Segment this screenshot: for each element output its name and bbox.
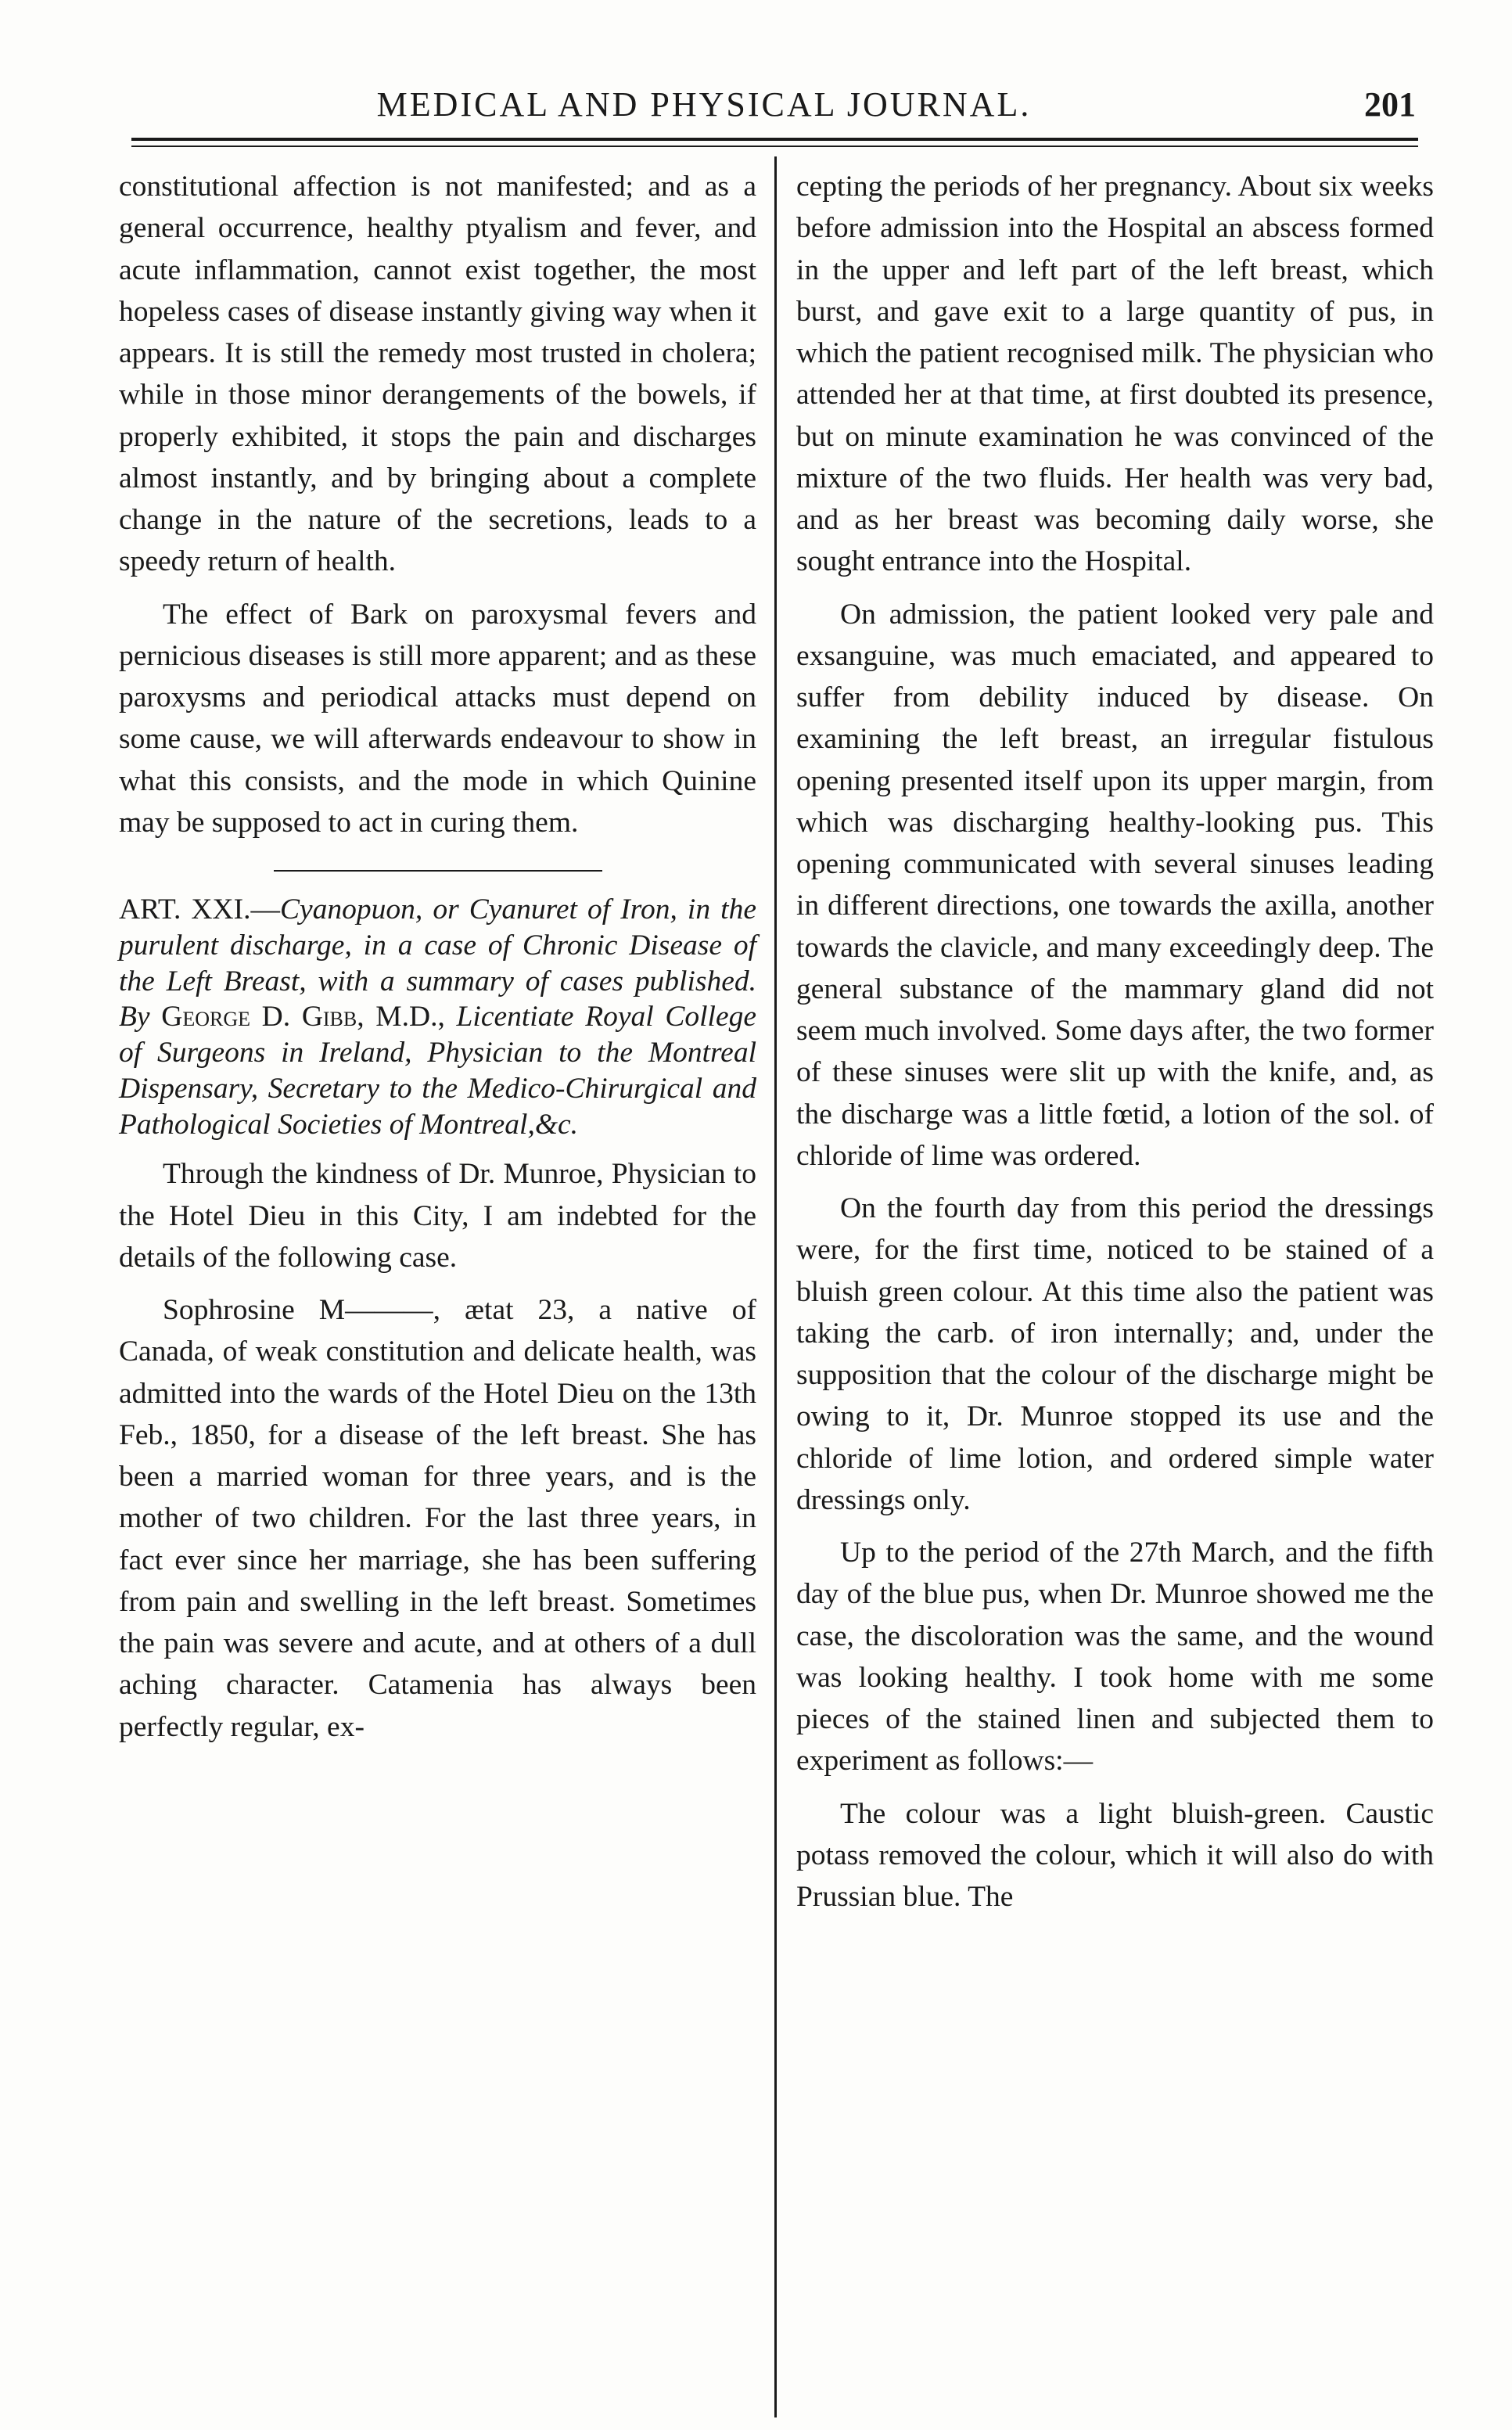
article-number: ART. XXI.— <box>119 893 280 926</box>
running-title: MEDICAL AND PHYSICAL JOURNAL. <box>376 85 1032 124</box>
paragraph: Up to the period of the 27th March, and the fifth day of the blue pus, when Dr. Munroe showed me the case, the discoloration was the same, and the wound was looking healthy. I took home with me some pieces of the stained linen and subjected them to experiment as follows:— <box>796 1537 1434 1778</box>
article-title: Cyanopuon, or Cyanuret of Iron, in the purulent discharge, in a case of Chronic Disease of the Left Breast, with a summary of cases published. <box>119 893 756 998</box>
header-rule-thin <box>131 146 1418 147</box>
article-author: George D. Gibb, M.D., <box>161 1001 445 1033</box>
right-column <box>796 166 1434 1929</box>
article-heading <box>119 892 756 1142</box>
section-divider <box>274 870 602 872</box>
paragraph: cepting the periods of her pregnancy. About six weeks before admission into the Hospital an abscess formed in the upper and left part of the left breast, which burst, and gave exit to a large quantity of pus, in which the patient recognised milk. The physician who attended her at that time, at first doubted its presence, but on minute examination he was convinced of the mixture of the two fluids. Her health was very bad, and as her breast was becoming daily worse, she sought entrance into the Hospital. <box>796 171 1434 578</box>
left-column <box>119 166 756 1759</box>
paragraph: On the fourth day from this period the dressings were, for the first time, noticed to be stained of a bluish green colour. At this time also the patient was taking the carb. of iron internally; and, under the supposition that the colour of the discharge might be owing to it, Dr. Munroe stopped its use and the chloride of lime lotion, and ordered simple water dressings only. <box>796 1192 1434 1516</box>
running-head <box>117 81 1416 128</box>
paragraph: Through the kindness of Dr. Munroe, Physician to the Hotel Dieu in this City, I am indebted for the details of the following case. <box>119 1158 756 1274</box>
paragraph: The effect of Bark on paroxysmal fevers and pernicious diseases is still more apparent; and as these paroxysms and periodical attacks must depend on some cause, we will afterwards endeavour to show in what this consists, and the mode in which Quinine may be supposed to act in curing them. <box>119 598 756 839</box>
paragraph: Sophrosine M———, ætat 23, a native of Canada, of weak constitution and delicate health, was admitted into the wards of the Hotel Dieu on the 13th Feb., 1850, for a disease of the left breast. She has been a married woman for three years, and is the mother of two children. For the last three years, in fact ever since her marriage, she has been suffering from pain and swelling in the left breast. Sometimes the pain was severe and acute, and at others of a dull aching character. Catamenia has always been perfectly regular, ex- <box>119 1294 756 1743</box>
article-author-credentials: Licentiate Royal College of Surgeons in Ireland, Physician to the Montreal Dispensary, Secretary to the Medico-Chirurgical and Pathological Societies of Montreal,&c. <box>119 1001 756 1141</box>
header-rule-thick <box>131 138 1418 141</box>
paragraph: constitutional affection is not manifested; and as a general occurrence, healthy ptyalism and fever, and acute inflammation, cannot exist together, the most hopeless cases of disease instantly giving way when it appears. It is still the remedy most trusted in cholera; while in those minor derangements of the bowels, if properly exhibited, it stops the pain and discharges almost instantly, and by bringing about a complete change in the nature of the secretions, leads to a speedy return of health. <box>119 171 756 578</box>
paragraph: The colour was a light bluish-green. Caustic potass removed the colour, which it will also do with Prussian blue. The <box>796 1797 1434 1913</box>
column-divider <box>774 156 777 2417</box>
article-by: By <box>119 1001 150 1033</box>
page-number: 201 <box>1364 85 1416 124</box>
paragraph: On admission, the patient looked very pale and exsanguine, was much emaciated, and appeared to suffer from debility induced by disease. On examining the left breast, an irregular fistulous opening presented itself upon its upper margin, from which was discharging healthy-looking pus. This opening communicated with several sinuses leading in different directions, one towards the axilla, another towards the clavicle, and many exceedingly deep. The general substance of the mammary gland did not seem much involved. Some days after, the two former of these sinuses were slit up with the knife, and, as the discharge was a little fœtid, a lotion of the sol. of chloride of lime was ordered. <box>796 598 1434 1172</box>
